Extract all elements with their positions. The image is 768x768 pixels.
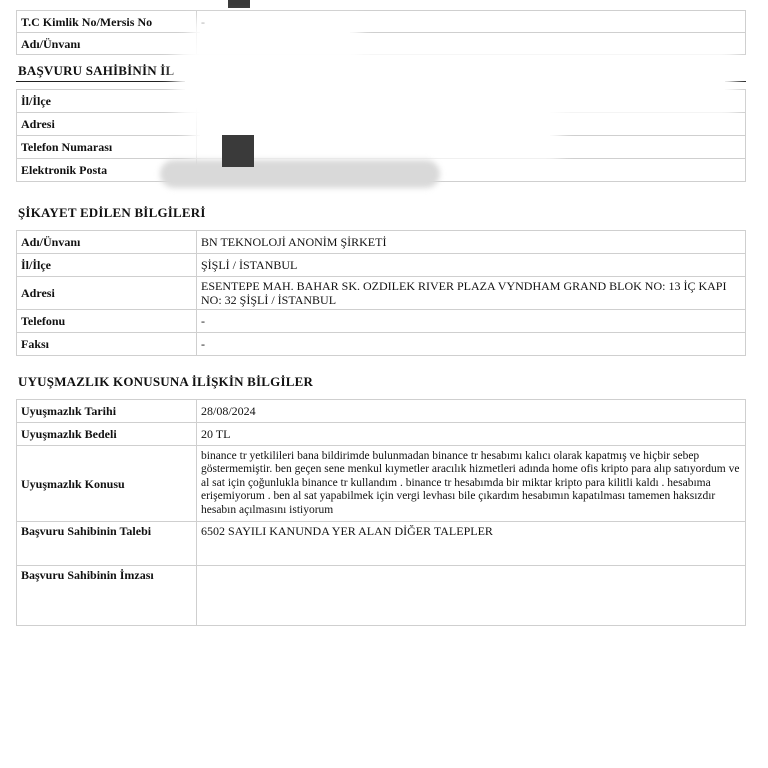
complained-section-title: ŞİKAYET EDİLEN BİLGİLERİ	[18, 205, 206, 220]
complained-table	[16, 230, 746, 356]
field-label: Uyuşmazlık Konusu	[17, 446, 197, 522]
field-label: Başvuru Sahibinin İmzası	[17, 566, 197, 626]
dispute-section-title: UYUŞMAZLIK KONUSUNA İLİŞKİN BİLGİLER	[18, 374, 314, 389]
table-row	[17, 11, 746, 33]
field-value: -	[197, 11, 746, 33]
field-label: Adresi	[17, 113, 197, 136]
applicant-address-section-title: BAŞVURU SAHİBİNİN İL	[18, 63, 175, 78]
dispute-table	[16, 399, 746, 626]
table-row	[17, 277, 746, 310]
applicant-id-table	[16, 10, 746, 55]
table-row	[17, 254, 746, 277]
field-label: Faksı	[17, 333, 197, 356]
table-row	[17, 310, 746, 333]
redaction-blur	[185, 58, 725, 108]
table-row	[17, 446, 746, 522]
field-label: İl/İlçe	[17, 90, 197, 113]
field-value: 20 TL	[197, 423, 746, 446]
field-value: ESENTEPE MAH. BAHAR SK. OZDILEK RIVER PLAZA VYNDHAM GRAND BLOK NO: 13 İÇ KAPI NO: 32 ŞİŞLİ / İSTANBUL	[197, 277, 746, 310]
field-value: -	[197, 333, 746, 356]
field-value: 6502 SAYILI KANUNDA YER ALAN DİĞER TALEPLER	[197, 522, 746, 566]
table-row	[17, 333, 746, 356]
table-row	[17, 33, 746, 55]
field-value: 28/08/2024	[197, 400, 746, 423]
field-label: T.C Kimlik No/Mersis No	[17, 11, 197, 33]
table-row	[17, 522, 746, 566]
field-label: Telefon Numarası	[17, 136, 197, 159]
redaction-blur	[160, 160, 440, 188]
field-label: Telefonu	[17, 310, 197, 333]
table-row	[17, 231, 746, 254]
redaction-block	[222, 135, 254, 167]
redaction-blur	[200, 30, 350, 52]
field-label: Uyuşmazlık Tarihi	[17, 400, 197, 423]
field-label: Başvuru Sahibinin Talebi	[17, 522, 197, 566]
field-value: ŞİŞLİ / İSTANBUL	[197, 254, 746, 277]
field-label: Elektronik Posta	[17, 159, 197, 182]
field-label: Adresi	[17, 277, 197, 310]
field-value: binance tr yetkilileri bana bildirimde bulunmadan binance tr hesabımı kalıcı olarak kapatmış ve hiçbir sebep göstermemiştir. ben geçen sene menkul kıymetler aracılık hizmetleri adında home ofis kripto para alıp satıyordum ve al sat için çoğunlukla binance tr kullandım . binance tr hesabımda bir miktar kripto para kilitli kaldı . hesabıma erişemiyorum . ben al sat yapabilmek için vergi levhası bile çıkardım hesabımın kapatılması tamemen haksızdır hesabın açılmasını istiyorum	[197, 446, 746, 522]
table-row	[17, 566, 746, 626]
field-label: Adı/Ünvanı	[17, 231, 197, 254]
table-row	[17, 400, 746, 423]
field-label: Adı/Ünvanı	[17, 33, 197, 55]
table-row	[17, 423, 746, 446]
field-label: İl/İlçe	[17, 254, 197, 277]
redaction-block	[228, 0, 250, 8]
field-value: BN TEKNOLOJİ ANONİM ŞİRKETİ	[197, 231, 746, 254]
signature-area	[197, 566, 746, 626]
field-label: Uyuşmazlık Bedeli	[17, 423, 197, 446]
field-value: -	[197, 310, 746, 333]
